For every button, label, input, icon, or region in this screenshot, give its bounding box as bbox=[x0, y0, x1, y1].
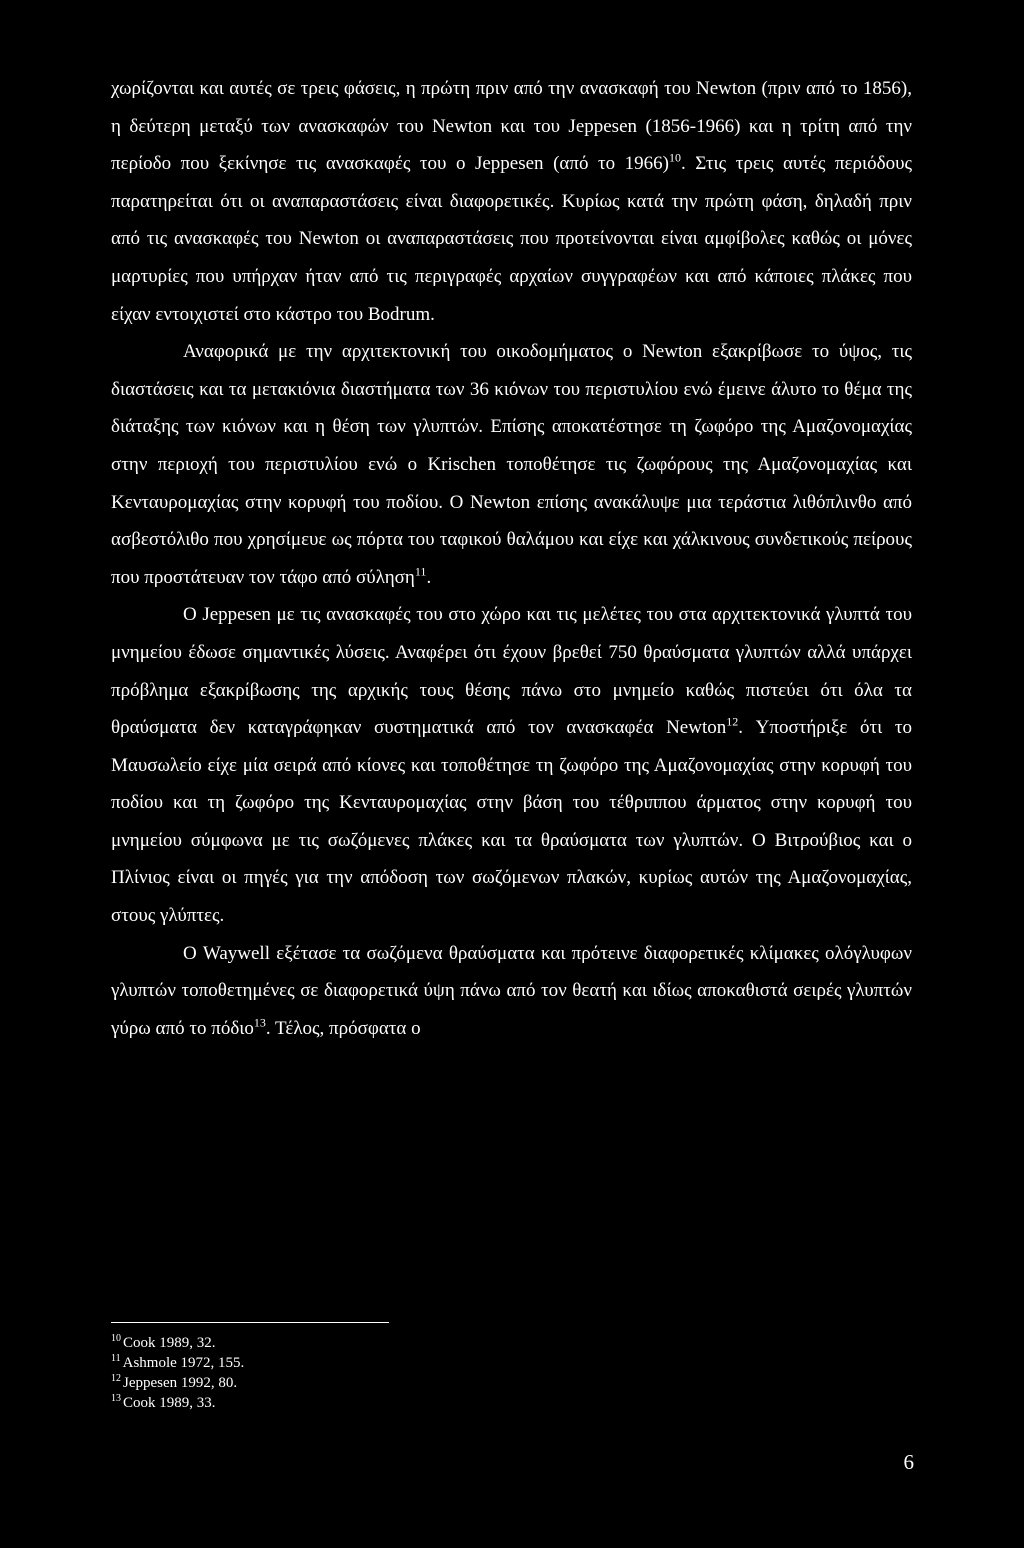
paragraph-text: . Τέλος, πρόσφατα ο bbox=[265, 1017, 421, 1039]
footnote-number: 10 bbox=[111, 1333, 121, 1344]
footnote bbox=[111, 1373, 244, 1393]
footnote-reference: 13 bbox=[253, 1015, 266, 1030]
footnote-reference: 12 bbox=[726, 714, 739, 729]
paragraph bbox=[111, 333, 912, 596]
paragraph-text: Αναφορικά με την αρχιτεκτονική του οικοδομήματος ο Newton εξακρίβωσε το ύψος, τις διαστάσεις και τα μετακιόνια διαστήματα των 36 κιόνων του περιστυλίου ενώ έμεινε άλυτο το θέμα της διάταξης των κιόνων και η θέση των γλυπτών. Επίσης αποκατέστησε τη ζωφόρο της Αμαζονομαχίας στην περιοχή του περιστυλίου ενώ ο Krischen τοποθέτησε τις ζωφόρους της Αμαζονομαχίας και Κενταυρομαχίας στην κορυφή του ποδίου. Ο Newton επίσης ανακάλυψε μια τεράστια λιθόπλινθο από ασβεστόλιθο που χρησίμευε ως πόρτα του ταφικού θαλάμου και είχε και χάλκινους συνδετικούς πείρους που προστάτευαν τον τάφο από σύληση bbox=[111, 341, 912, 588]
footnote bbox=[111, 1353, 244, 1373]
paragraph-text: . Υποστήριξε ότι το Μαυσωλείο είχε μία σειρά από κίονες και τοποθέτησε τη ζωφόρο της Αμαζονομαχίας στην κορυφή του ποδίου και τη ζωφόρο της Κενταυρομαχίας στην βάση του τέθριππου άρματος στην κορυφή του μνημείου σύμφωνα με τις σωζόμενες πλάκες και τα θραύσματα των γλυπτών. Ο Βιτρούβιος και ο Πλίνιος είναι οι πηγές για την απόδοση των σωζόμενων πλακών, κυρίως αυτών της Αμαζονομαχίας, στους γλύπτες. bbox=[111, 717, 912, 927]
paragraph bbox=[111, 70, 912, 333]
paragraph-text: Ο Waywell εξέτασε τα σωζόμενα θραύσματα και πρότεινε διαφορετικές κλίμακες ολόγλυφων γλυπτών τοποθετημένες σε διαφορετικά ύψη πάνω από τον θεατή και ιδίως αποκαθιστά σειρές γλυπτών γύρω από το πόδιο bbox=[111, 942, 912, 1039]
footnote-text: Cook 1989, 33. bbox=[123, 1395, 216, 1411]
footnote-reference: 10 bbox=[668, 150, 681, 165]
footnote-separator bbox=[111, 1322, 389, 1323]
footnote-text: Jeppesen 1992, 80. bbox=[123, 1375, 238, 1391]
footnote bbox=[111, 1393, 244, 1413]
body-text bbox=[111, 70, 912, 1047]
footnote-number: 13 bbox=[111, 1393, 121, 1404]
paragraph-text: χωρίζονται και αυτές σε τρεις φάσεις, η πρώτη πριν από την ανασκαφή του Newton (πριν από το 1856), η δεύτερη μεταξύ των ανασκαφών του Newton και του Jeppesen (1856-1966) και η τρίτη από την περίοδο που ξεκίνησε τις ανασκαφές του ο Jeppesen (από το 1966) bbox=[111, 78, 912, 175]
footnote bbox=[111, 1333, 244, 1353]
footnote-number: 11 bbox=[111, 1353, 121, 1364]
paragraph-text: Ο Jeppesen με τις ανασκαφές του στο χώρο και τις μελέτες του στα αρχιτεκτονικά γλυπτά του μνημείου έδωσε σημαντικές λύσεις. Αναφέρει ότι έχουν βρεθεί 750 θραύσματα γλυπτών αλλά υπάρχει πρόβλημα εξακρίβωσης της αρχικής τους θέσης πάνω στο μνημείο καθώς πιστεύει ότι όλα τα θραύσματα δεν καταγράφηκαν συστηματικά από τον ανασκαφέα Newton bbox=[111, 604, 912, 739]
footnotes bbox=[111, 1333, 244, 1413]
paragraph bbox=[111, 935, 912, 1048]
paragraph bbox=[111, 596, 912, 934]
paragraph-text: . Στις τρεις αυτές περιόδους παρατηρείται ότι οι αναπαραστάσεις είναι διαφορετικές. Κυρίως κατά την πρώτη φάση, δηλαδή πριν από τις ανασκαφές του Newton οι αναπαραστάσεις που προτείνονται είναι αμφίβολες καθώς οι μόνες μαρτυρίες που υπήρχαν ήταν από τις περιγραφές αρχαίων συγγραφέων και από κάποιες πλάκες που είχαν εντοιχιστεί στο κάστρο του Bodrum. bbox=[111, 153, 913, 325]
footnote-number: 12 bbox=[111, 1373, 121, 1384]
page-number: 6 bbox=[903, 1450, 914, 1474]
paragraph-text: . bbox=[426, 566, 432, 588]
footnote-reference: 11 bbox=[414, 564, 427, 579]
page-body bbox=[111, 70, 912, 1047]
footnote-text: Ashmole 1972, 155. bbox=[122, 1355, 245, 1371]
footnote-text: Cook 1989, 32. bbox=[123, 1335, 216, 1351]
